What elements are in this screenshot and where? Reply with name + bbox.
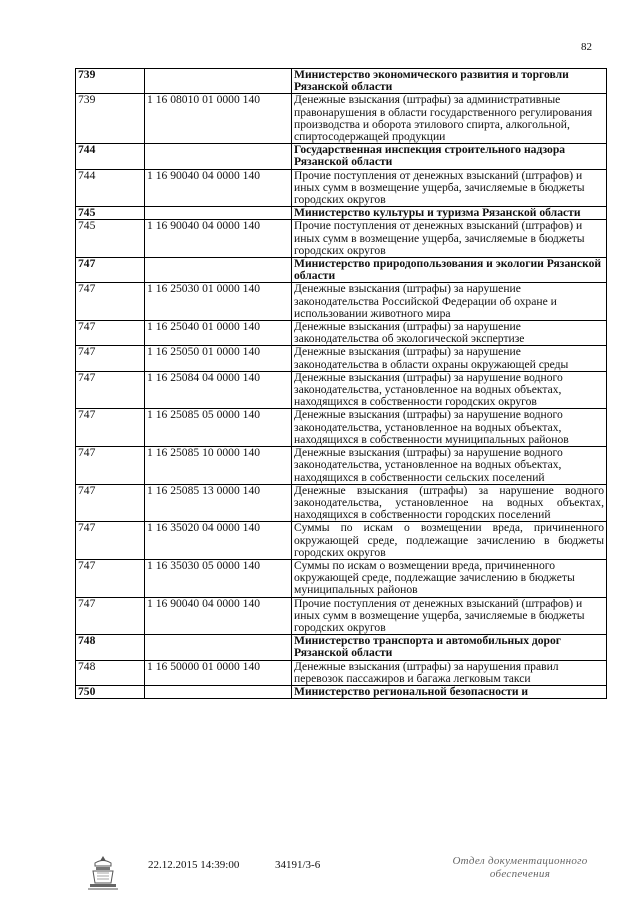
revenue-code-cell: 1 16 25085 13 0000 140 bbox=[145, 484, 292, 522]
admin-code-cell: 747 bbox=[76, 321, 145, 346]
admin-code-cell: 745 bbox=[76, 207, 145, 220]
description-cell: Денежные взыскания (штрафы) за нарушение водного законодательства, установленное на водных объектах, находящихся в собственности городских поселений bbox=[292, 484, 607, 522]
footer-doc-number: 34191/3-6 bbox=[275, 859, 321, 871]
table-row bbox=[76, 522, 607, 560]
table-row bbox=[76, 220, 607, 258]
revenue-code-cell: 1 16 25084 04 0000 140 bbox=[145, 371, 292, 409]
table-row bbox=[76, 321, 607, 346]
table-row bbox=[76, 371, 607, 409]
table-section-header bbox=[76, 207, 607, 220]
admin-code-cell: 744 bbox=[76, 169, 145, 207]
table-row bbox=[76, 346, 607, 371]
description-cell: Прочие поступления от денежных взысканий (штрафов) и иных сумм в возмещение ущерба, зачисляемые в бюджеты городских округов bbox=[292, 597, 607, 635]
table-section-header bbox=[76, 144, 607, 169]
revenue-code-cell: 1 16 25050 01 0000 140 bbox=[145, 346, 292, 371]
revenue-code-cell: 1 16 25040 01 0000 140 bbox=[145, 321, 292, 346]
revenue-code-cell bbox=[145, 207, 292, 220]
table-row bbox=[76, 409, 607, 447]
department-stamp-line2: обеспечения bbox=[489, 868, 551, 880]
description-cell: Прочие поступления от денежных взысканий (штрафов) и иных сумм в возмещение ущерба, зачисляемые в бюджеты городских округов bbox=[292, 169, 607, 207]
revenue-code-cell bbox=[145, 685, 292, 698]
admin-code-cell: 748 bbox=[76, 660, 145, 685]
page-footer bbox=[0, 855, 640, 905]
table-section-header bbox=[76, 258, 607, 283]
description-cell: Денежные взыскания (штрафы) за нарушения правил перевозок пассажиров и багажа легковым такси bbox=[292, 660, 607, 685]
revenue-code-cell: 1 16 90040 04 0000 140 bbox=[145, 220, 292, 258]
admin-code-cell: 747 bbox=[76, 283, 145, 321]
description-cell: Министерство региональной безопасности и bbox=[292, 685, 607, 698]
revenue-code-cell: 1 16 35020 04 0000 140 bbox=[145, 522, 292, 560]
table-row bbox=[76, 283, 607, 321]
table-row bbox=[76, 94, 607, 144]
revenue-code-cell: 1 16 50000 01 0000 140 bbox=[145, 660, 292, 685]
admin-code-cell: 739 bbox=[76, 94, 145, 144]
description-cell: Денежные взыскания (штрафы) за нарушение водного законодательства, установленное на водных объектах, находящихся в собственности сельских поселений bbox=[292, 447, 607, 485]
admin-code-cell: 747 bbox=[76, 522, 145, 560]
budget-codes-table bbox=[75, 68, 607, 699]
description-cell: Министерство транспорта и автомобильных дорог Рязанской области bbox=[292, 635, 607, 660]
admin-code-cell: 747 bbox=[76, 597, 145, 635]
revenue-code-cell: 1 16 35030 05 0000 140 bbox=[145, 559, 292, 597]
table-row bbox=[76, 597, 607, 635]
page-number: 82 bbox=[581, 41, 592, 53]
revenue-code-cell: 1 16 25030 01 0000 140 bbox=[145, 283, 292, 321]
table-section-header bbox=[76, 635, 607, 660]
description-cell: Денежные взыскания (штрафы) за нарушение водного законодательства, установленное на водных объектах, находящихся в собственности городских округов bbox=[292, 371, 607, 409]
admin-code-cell: 747 bbox=[76, 447, 145, 485]
admin-code-cell: 750 bbox=[76, 685, 145, 698]
footer-timestamp: 22.12.2015 14:39:00 bbox=[148, 859, 240, 871]
description-cell: Прочие поступления от денежных взысканий (штрафов) и иных сумм в возмещение ущерба, зачисляемые в бюджеты городских округов bbox=[292, 220, 607, 258]
description-cell: Министерство природопользования и экологии Рязанской области bbox=[292, 258, 607, 283]
admin-code-cell: 747 bbox=[76, 258, 145, 283]
description-cell: Министерство культуры и туризма Рязанской области bbox=[292, 207, 607, 220]
revenue-code-cell: 1 16 08010 01 0000 140 bbox=[145, 94, 292, 144]
revenue-code-cell: 1 16 90040 04 0000 140 bbox=[145, 597, 292, 635]
table-row bbox=[76, 559, 607, 597]
admin-code-cell: 747 bbox=[76, 346, 145, 371]
description-cell: Денежные взыскания (штрафы) за административные правонарушения в области государственного регулирования производства и оборота этилового спирта, алкогольной, спиртосодержащей продукции bbox=[292, 94, 607, 144]
revenue-code-cell bbox=[145, 69, 292, 94]
description-cell: Министерство экономического развития и торговли Рязанской области bbox=[292, 69, 607, 94]
admin-code-cell: 748 bbox=[76, 635, 145, 660]
table-row bbox=[76, 169, 607, 207]
description-cell: Денежные взыскания (штрафы) за нарушение водного законодательства, установленное на водных объектах, находящихся в собственности муниципальных районов bbox=[292, 409, 607, 447]
admin-code-cell: 747 bbox=[76, 559, 145, 597]
description-cell: Денежные взыскания (штрафы) за нарушение законодательства об экологической экспертизе bbox=[292, 321, 607, 346]
table-row bbox=[76, 660, 607, 685]
description-cell: Государственная инспекция строительного надзора Рязанской области bbox=[292, 144, 607, 169]
department-stamp-line1: Отдел документационного bbox=[452, 855, 588, 867]
coat-of-arms-icon bbox=[86, 853, 120, 893]
admin-code-cell: 739 bbox=[76, 69, 145, 94]
revenue-code-cell bbox=[145, 635, 292, 660]
table-row bbox=[76, 484, 607, 522]
revenue-code-cell: 1 16 90040 04 0000 140 bbox=[145, 169, 292, 207]
admin-code-cell: 744 bbox=[76, 144, 145, 169]
description-cell: Суммы по искам о возмещении вреда, причиненного окружающей среде, подлежащие зачислению в бюджеты городских округов bbox=[292, 522, 607, 560]
description-cell: Денежные взыскания (штрафы) за нарушение законодательства Российской Федерации об охране и использовании животного мира bbox=[292, 283, 607, 321]
revenue-code-cell: 1 16 25085 10 0000 140 bbox=[145, 447, 292, 485]
admin-code-cell: 747 bbox=[76, 484, 145, 522]
table-row bbox=[76, 447, 607, 485]
admin-code-cell: 747 bbox=[76, 371, 145, 409]
revenue-code-cell bbox=[145, 258, 292, 283]
table-section-header bbox=[76, 685, 607, 698]
description-cell: Денежные взыскания (штрафы) за нарушение законодательства в области охраны окружающей среды bbox=[292, 346, 607, 371]
description-cell: Суммы по искам о возмещении вреда, причиненного окружающей среде, подлежащие зачислению в бюджеты муниципальных районов bbox=[292, 559, 607, 597]
revenue-code-cell bbox=[145, 144, 292, 169]
department-stamp bbox=[440, 855, 600, 881]
admin-code-cell: 745 bbox=[76, 220, 145, 258]
table-section-header bbox=[76, 69, 607, 94]
revenue-code-cell: 1 16 25085 05 0000 140 bbox=[145, 409, 292, 447]
admin-code-cell: 747 bbox=[76, 409, 145, 447]
